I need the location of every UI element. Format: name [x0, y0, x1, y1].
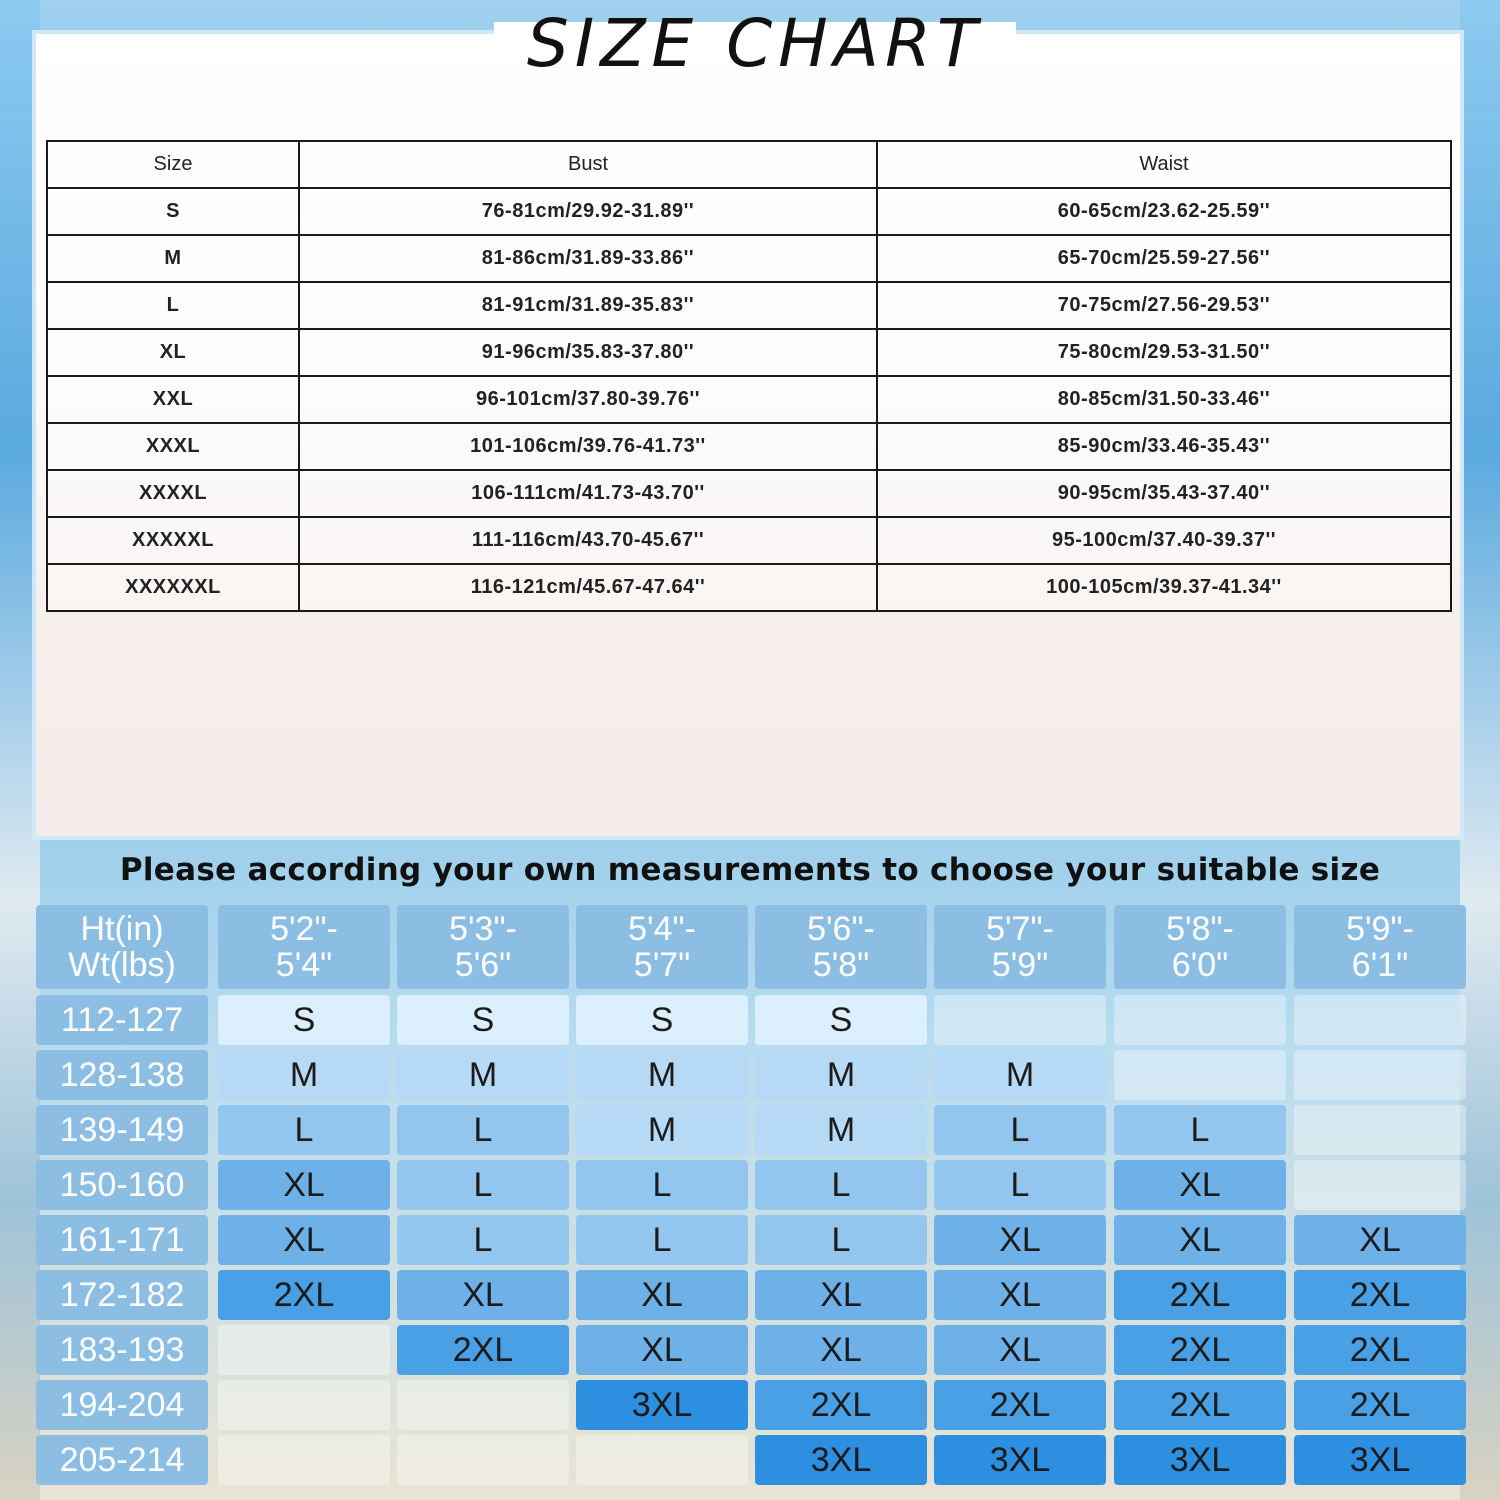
size-cell: XXXXXL: [47, 517, 299, 564]
table-row: [47, 517, 1451, 564]
size-recommendation-cell: M: [218, 1050, 390, 1100]
weight-axis-label: Wt(lbs): [68, 946, 176, 984]
size-cell: S: [47, 188, 299, 235]
size-cell: XXXXXXL: [47, 564, 299, 611]
weight-range-label: 139-149: [36, 1105, 208, 1155]
size-recommendation-cell: XL: [934, 1270, 1106, 1320]
height-axis-label: Ht(in): [80, 910, 164, 948]
waist-cell: 80-85cm/31.50-33.46'': [877, 376, 1451, 423]
page-title: SIZE CHART: [526, 5, 984, 82]
size-recommendation-cell: 2XL: [1114, 1270, 1286, 1320]
table-row: [47, 564, 1451, 611]
size-recommendation-cell: XL: [1294, 1215, 1466, 1265]
size-recommendation-cell: L: [934, 1105, 1106, 1155]
table-row: [47, 470, 1451, 517]
size-recommendation-cell: L: [934, 1160, 1106, 1210]
size-recommendation-cell: 3XL: [755, 1435, 927, 1485]
size-cell: XXXL: [47, 423, 299, 470]
waist-cell: 90-95cm/35.43-37.40'': [877, 470, 1451, 517]
table-row: [47, 282, 1451, 329]
size-recommendation-cell: [397, 1380, 569, 1430]
size-recommendation-cell: L: [1114, 1105, 1286, 1155]
weight-range-label: 112-127: [36, 995, 208, 1045]
weight-range-label: 183-193: [36, 1325, 208, 1375]
size-recommendation-cell: [576, 1435, 748, 1485]
bust-cell: 96-101cm/37.80-39.76'': [299, 376, 877, 423]
height-range-start: 5'3"-: [449, 910, 517, 948]
size-recommendation-cell: [1114, 1050, 1286, 1100]
column-header-bust: Bust: [299, 141, 877, 188]
size-recommendation-cell: L: [755, 1160, 927, 1210]
size-recommendation-cell: S: [397, 995, 569, 1045]
height-range-end: 5'9": [991, 946, 1049, 984]
size-recommendation-cell: [1294, 1050, 1466, 1100]
bust-cell: 111-116cm/43.70-45.67'': [299, 517, 877, 564]
size-recommendation-cell: 3XL: [1114, 1435, 1286, 1485]
size-recommendation-cell: L: [218, 1105, 390, 1155]
waist-cell: 100-105cm/39.37-41.34'': [877, 564, 1451, 611]
height-range-end: 5'8": [812, 946, 870, 984]
size-recommendation-cell: S: [218, 995, 390, 1045]
size-recommendation-cell: L: [397, 1160, 569, 1210]
size-recommendation-cell: M: [576, 1105, 748, 1155]
height-range-header: [218, 905, 390, 989]
instruction-text: Please according your own measurements to choose your suitable size: [119, 852, 1381, 888]
size-recommendation-cell: [1294, 995, 1466, 1045]
size-recommendation-cell: XL: [218, 1160, 390, 1210]
size-recommendation-cell: S: [755, 995, 927, 1045]
size-recommendation-cell: 3XL: [934, 1435, 1106, 1485]
height-range-header: [1294, 905, 1466, 989]
size-recommendation-cell: XL: [934, 1325, 1106, 1375]
size-cell: XXL: [47, 376, 299, 423]
height-range-header: [1114, 905, 1286, 989]
weight-range-label: 194-204: [36, 1380, 208, 1430]
size-recommendation-cell: XL: [576, 1270, 748, 1320]
table-header-row: [47, 141, 1451, 188]
size-recommendation-cell: XL: [755, 1325, 927, 1375]
size-recommendation-cell: M: [397, 1050, 569, 1100]
size-recommendation-cell: XL: [934, 1215, 1106, 1265]
height-range-start: 5'6"-: [807, 910, 875, 948]
size-recommendation-cell: XL: [218, 1215, 390, 1265]
size-recommendation-cell: 3XL: [1294, 1435, 1466, 1485]
size-recommendation-cell: L: [397, 1105, 569, 1155]
size-recommendation-cell: L: [576, 1215, 748, 1265]
size-recommendation-cell: XL: [755, 1270, 927, 1320]
size-recommendation-cell: 2XL: [1294, 1380, 1466, 1430]
bust-cell: 76-81cm/29.92-31.89'': [299, 188, 877, 235]
size-recommendation-cell: M: [755, 1050, 927, 1100]
weight-range-label: 172-182: [36, 1270, 208, 1320]
table-row: [47, 329, 1451, 376]
bust-cell: 101-106cm/39.76-41.73'': [299, 423, 877, 470]
size-cell: XXXXL: [47, 470, 299, 517]
bust-cell: 81-91cm/31.89-35.83'': [299, 282, 877, 329]
size-recommendation-cell: 2XL: [1294, 1270, 1466, 1320]
height-range-start: 5'2"-: [270, 910, 338, 948]
size-recommendation-cell: 2XL: [218, 1270, 390, 1320]
size-recommendation-cell: [218, 1325, 390, 1375]
table-row: [47, 376, 1451, 423]
size-recommendation-cell: XL: [576, 1325, 748, 1375]
weight-range-label: 128-138: [36, 1050, 208, 1100]
height-range-header: [934, 905, 1106, 989]
bust-cell: 116-121cm/45.67-47.64'': [299, 564, 877, 611]
height-range-start: 5'4"-: [628, 910, 696, 948]
size-recommendation-cell: [1294, 1105, 1466, 1155]
size-recommendation-cell: L: [576, 1160, 748, 1210]
waist-cell: 65-70cm/25.59-27.56'': [877, 235, 1451, 282]
size-recommendation-cell: [1294, 1160, 1466, 1210]
size-recommendation-cell: XL: [397, 1270, 569, 1320]
size-measurement-table: [46, 140, 1452, 612]
waist-cell: 75-80cm/29.53-31.50'': [877, 329, 1451, 376]
height-range-end: 6'0": [1171, 946, 1229, 984]
size-recommendation-cell: 2XL: [755, 1380, 927, 1430]
waist-cell: 85-90cm/33.46-35.43'': [877, 423, 1451, 470]
size-recommendation-cell: S: [576, 995, 748, 1045]
height-range-end: 5'6": [454, 946, 512, 984]
height-range-start: 5'8"-: [1166, 910, 1234, 948]
waist-cell: 70-75cm/27.56-29.53'': [877, 282, 1451, 329]
size-recommendation-cell: 2XL: [397, 1325, 569, 1375]
weight-range-label: 150-160: [36, 1160, 208, 1210]
column-header-size: Size: [47, 141, 299, 188]
size-recommendation-cell: 2XL: [1294, 1325, 1466, 1375]
height-range-start: 5'7"-: [986, 910, 1054, 948]
size-cell: XL: [47, 329, 299, 376]
height-range-header: [397, 905, 569, 989]
size-recommendation-cell: M: [934, 1050, 1106, 1100]
height-range-end: 5'7": [633, 946, 691, 984]
size-cell: M: [47, 235, 299, 282]
weight-range-label: 161-171: [36, 1215, 208, 1265]
bust-cell: 91-96cm/35.83-37.80'': [299, 329, 877, 376]
table-row: [47, 423, 1451, 470]
height-range-start: 5'9"-: [1346, 910, 1414, 948]
size-recommendation-cell: [218, 1435, 390, 1485]
size-recommendation-cell: XL: [1114, 1160, 1286, 1210]
size-recommendation-cell: L: [755, 1215, 927, 1265]
waist-cell: 60-65cm/23.62-25.59'': [877, 188, 1451, 235]
height-range-header: [576, 905, 748, 989]
weight-range-label: 205-214: [36, 1435, 208, 1485]
size-recommendation-cell: 3XL: [576, 1380, 748, 1430]
height-range-header: [755, 905, 927, 989]
size-recommendation-cell: [1114, 995, 1286, 1045]
bust-cell: 81-86cm/31.89-33.86'': [299, 235, 877, 282]
table-row: [47, 188, 1451, 235]
height-weight-fit-chart: [36, 905, 1468, 1495]
size-recommendation-cell: L: [397, 1215, 569, 1265]
size-recommendation-cell: XL: [1114, 1215, 1286, 1265]
size-recommendation-cell: [934, 995, 1106, 1045]
column-header-waist: Waist: [877, 141, 1451, 188]
size-recommendation-cell: M: [576, 1050, 748, 1100]
size-recommendation-cell: [397, 1435, 569, 1485]
height-range-end: 5'4": [275, 946, 333, 984]
height-range-end: 6'1": [1351, 946, 1409, 984]
size-recommendation-cell: [218, 1380, 390, 1430]
size-recommendation-cell: M: [755, 1105, 927, 1155]
size-recommendation-cell: 2XL: [1114, 1380, 1286, 1430]
bust-cell: 106-111cm/41.73-43.70'': [299, 470, 877, 517]
waist-cell: 95-100cm/37.40-39.37'': [877, 517, 1451, 564]
size-cell: L: [47, 282, 299, 329]
table-row: [47, 235, 1451, 282]
size-recommendation-cell: 2XL: [1114, 1325, 1286, 1375]
size-recommendation-cell: 2XL: [934, 1380, 1106, 1430]
corner-header: [36, 905, 208, 989]
